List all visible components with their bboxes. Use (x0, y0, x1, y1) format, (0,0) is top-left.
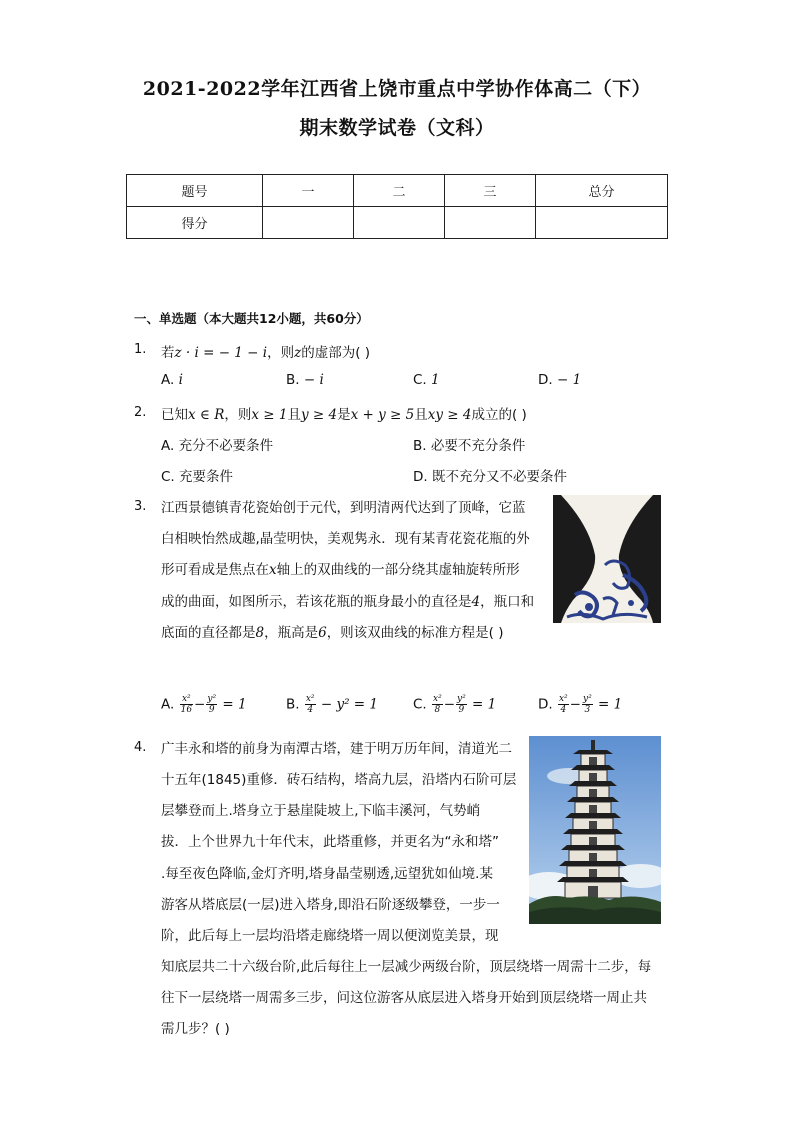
option-label: D. (538, 372, 553, 388)
score-table (126, 174, 668, 239)
text-run: 是 (337, 407, 351, 423)
question-3-line: 江西景德镇青花瓷始创于元代，到明清两代达到了顶峰，它蓝 (161, 500, 526, 516)
text-run: 且 (414, 407, 428, 423)
option-d[interactable]: D. 既不充分又不必要条件 (413, 469, 567, 485)
math-expr: z (294, 345, 302, 361)
vase-image (553, 495, 661, 623)
text-run: 成立的( ) (471, 407, 527, 423)
fraction (180, 694, 193, 715)
option-a[interactable] (161, 694, 247, 715)
fraction (456, 694, 467, 715)
option-b[interactable]: B. 必要不充分条件 (413, 438, 526, 454)
equation-rhs: = 1 (472, 696, 497, 713)
option-c[interactable] (413, 694, 496, 715)
score-cell[interactable] (445, 207, 536, 239)
math-expr: x (269, 562, 277, 578)
math-expr: 4 (471, 594, 481, 610)
option-c[interactable]: C. 充要条件 (161, 469, 234, 485)
score-header-cell: 二 (354, 175, 445, 207)
score-cell[interactable] (536, 207, 668, 239)
math-expr: x ≥ 1 (251, 407, 288, 423)
option-label: B. (286, 372, 300, 388)
minus-sign: − (194, 696, 206, 713)
option-value: − 1 (556, 372, 582, 388)
question-2-text (161, 403, 527, 423)
option-label: B. (286, 696, 300, 713)
question-3-line (161, 621, 504, 641)
text-run: ，瓶高是 (264, 625, 319, 641)
vase-illustration (553, 495, 661, 623)
question-3-line (161, 590, 534, 610)
question-4-line: 拔．上个世界九十年代末，此塔重修，并更名为“永和塔” (161, 834, 499, 850)
text-run: 形可看成是焦点在 (161, 562, 269, 578)
option-label: A. (161, 372, 175, 388)
question-number: 1. (134, 342, 147, 357)
option-value: − i (303, 372, 324, 388)
minus-sign: − (443, 696, 456, 713)
question-3-line (161, 558, 520, 578)
text-run: ，瓶口和 (480, 594, 535, 610)
option-a[interactable]: A. 充分不必要条件 (161, 438, 274, 454)
option-d[interactable] (538, 694, 622, 715)
denominator: 9 (208, 705, 215, 715)
denominator: 4 (560, 705, 567, 715)
option-d[interactable] (538, 372, 581, 388)
option-b[interactable] (286, 372, 324, 388)
text-run: 若 (161, 345, 175, 361)
denominator: 3 (584, 705, 591, 715)
score-header-cell: 题号 (127, 175, 263, 207)
equation-rhs: = 1 (222, 696, 247, 713)
option-a[interactable] (161, 372, 183, 388)
math-expr: 6 (318, 625, 327, 641)
numerator: x² (305, 694, 315, 704)
math-expr: 8 (255, 625, 265, 641)
option-b[interactable] (286, 694, 378, 715)
option-label: C. (413, 372, 427, 388)
equation-tail: − y² = 1 (320, 696, 378, 713)
math-expr: x ∈ R (188, 407, 225, 423)
denominator: 16 (180, 705, 193, 715)
numerator: y² (582, 694, 592, 704)
pagoda-illustration (529, 736, 661, 924)
fraction (206, 694, 217, 715)
text-run: ，则 (267, 345, 295, 361)
question-4-line: 阶，此后每上一层均沿塔走廊绕塔一周以便浏览美景，现 (161, 928, 499, 944)
option-label: D. (538, 696, 553, 713)
option-value: 1 (431, 372, 440, 388)
fraction (558, 694, 569, 715)
score-header-cell: 一 (263, 175, 354, 207)
question-4-line: 需几步？( ) (161, 1021, 230, 1037)
option-c[interactable] (413, 372, 440, 388)
question-4-line: 知底层共二十六级台阶,此后每往上一层减少两级台阶，顶层绕塔一周需十二步，每 (161, 959, 652, 975)
question-3-line: 白相映怡然成趣,晶莹明快，美观隽永．现有某青花瓷花瓶的外 (161, 531, 530, 547)
score-cell[interactable] (354, 207, 445, 239)
text-run: 的虚部为( ) (301, 345, 371, 361)
fraction (582, 694, 593, 715)
question-number: 4. (134, 740, 147, 755)
text-run: 已知 (161, 407, 188, 423)
text-run: ，则该双曲线的标准方程是( ) (326, 625, 504, 641)
question-number: 2. (134, 405, 147, 420)
section-heading: 一、单选题（本大题共12小题，共60分） (134, 311, 369, 326)
option-value: i (178, 372, 183, 388)
option-label: A. (161, 696, 175, 713)
numerator: x² (558, 694, 568, 704)
math-expr: xy ≥ 4 (427, 407, 472, 423)
math-expr: y ≥ 4 (300, 407, 338, 423)
denominator: 8 (434, 705, 441, 715)
question-4-line: .每至夜色降临,金灯齐明,塔身晶莹剔透,远望犹如仙境.某 (161, 866, 493, 882)
question-4-line: 广丰永和塔的前身为南潭古塔，建于明万历年间，清道光二 (161, 741, 512, 757)
fraction (432, 694, 443, 715)
fraction (305, 694, 316, 715)
pagoda-image (529, 736, 661, 924)
score-table-row (127, 175, 668, 207)
equation-rhs: = 1 (597, 696, 623, 713)
question-1-text (161, 341, 370, 361)
question-4-line: 十五年(1845)重修．砖石结构，塔高九层，沿塔内石阶可层 (161, 772, 517, 788)
numerator: y² (207, 694, 217, 704)
text-run: ，则 (224, 407, 252, 423)
question-4-line: 往下一层绕塔一周需多三步，问这位游客从底层进入塔身开始到顶层绕塔一周止共 (161, 990, 647, 1006)
paper-title-line2: 期末数学试卷（文科） (299, 117, 495, 139)
math-expr: x + y ≥ 5 (350, 407, 415, 423)
numerator: x² (433, 694, 442, 704)
question-4-line: 层攀登而上.塔身立于悬崖陡坡上,下临丰溪河，气势峭 (161, 803, 481, 819)
numerator: x² (180, 694, 193, 705)
math-expr: z · i = − 1 − i (174, 345, 268, 361)
paper-title-line1: 2021-2022学年江西省上饶市重点中学协作体高二（下） (142, 78, 652, 100)
score-cell[interactable] (263, 207, 354, 239)
score-table-row (127, 207, 668, 239)
denominator: 9 (458, 705, 465, 715)
text-run: 且 (287, 407, 301, 423)
text-run: 轴上的双曲线的一部分绕其虚轴旋转所形 (276, 562, 520, 578)
score-header-cell: 三 (445, 175, 536, 207)
text-run: 成的曲面，如图所示，若该花瓶的瓶身最小的直径是 (161, 594, 472, 610)
text-run: 底面的直径都是 (161, 625, 256, 641)
question-4-line: 游客从塔底层(一层)进入塔身,即沿石阶逐级攀登，一步一 (161, 897, 500, 913)
question-number: 3. (134, 499, 147, 514)
minus-sign: − (569, 696, 581, 713)
denominator: 4 (307, 705, 314, 715)
numerator: y² (457, 694, 466, 704)
score-label-cell: 得分 (127, 207, 263, 239)
option-label: C. (413, 696, 427, 713)
score-header-cell: 总分 (536, 175, 668, 207)
